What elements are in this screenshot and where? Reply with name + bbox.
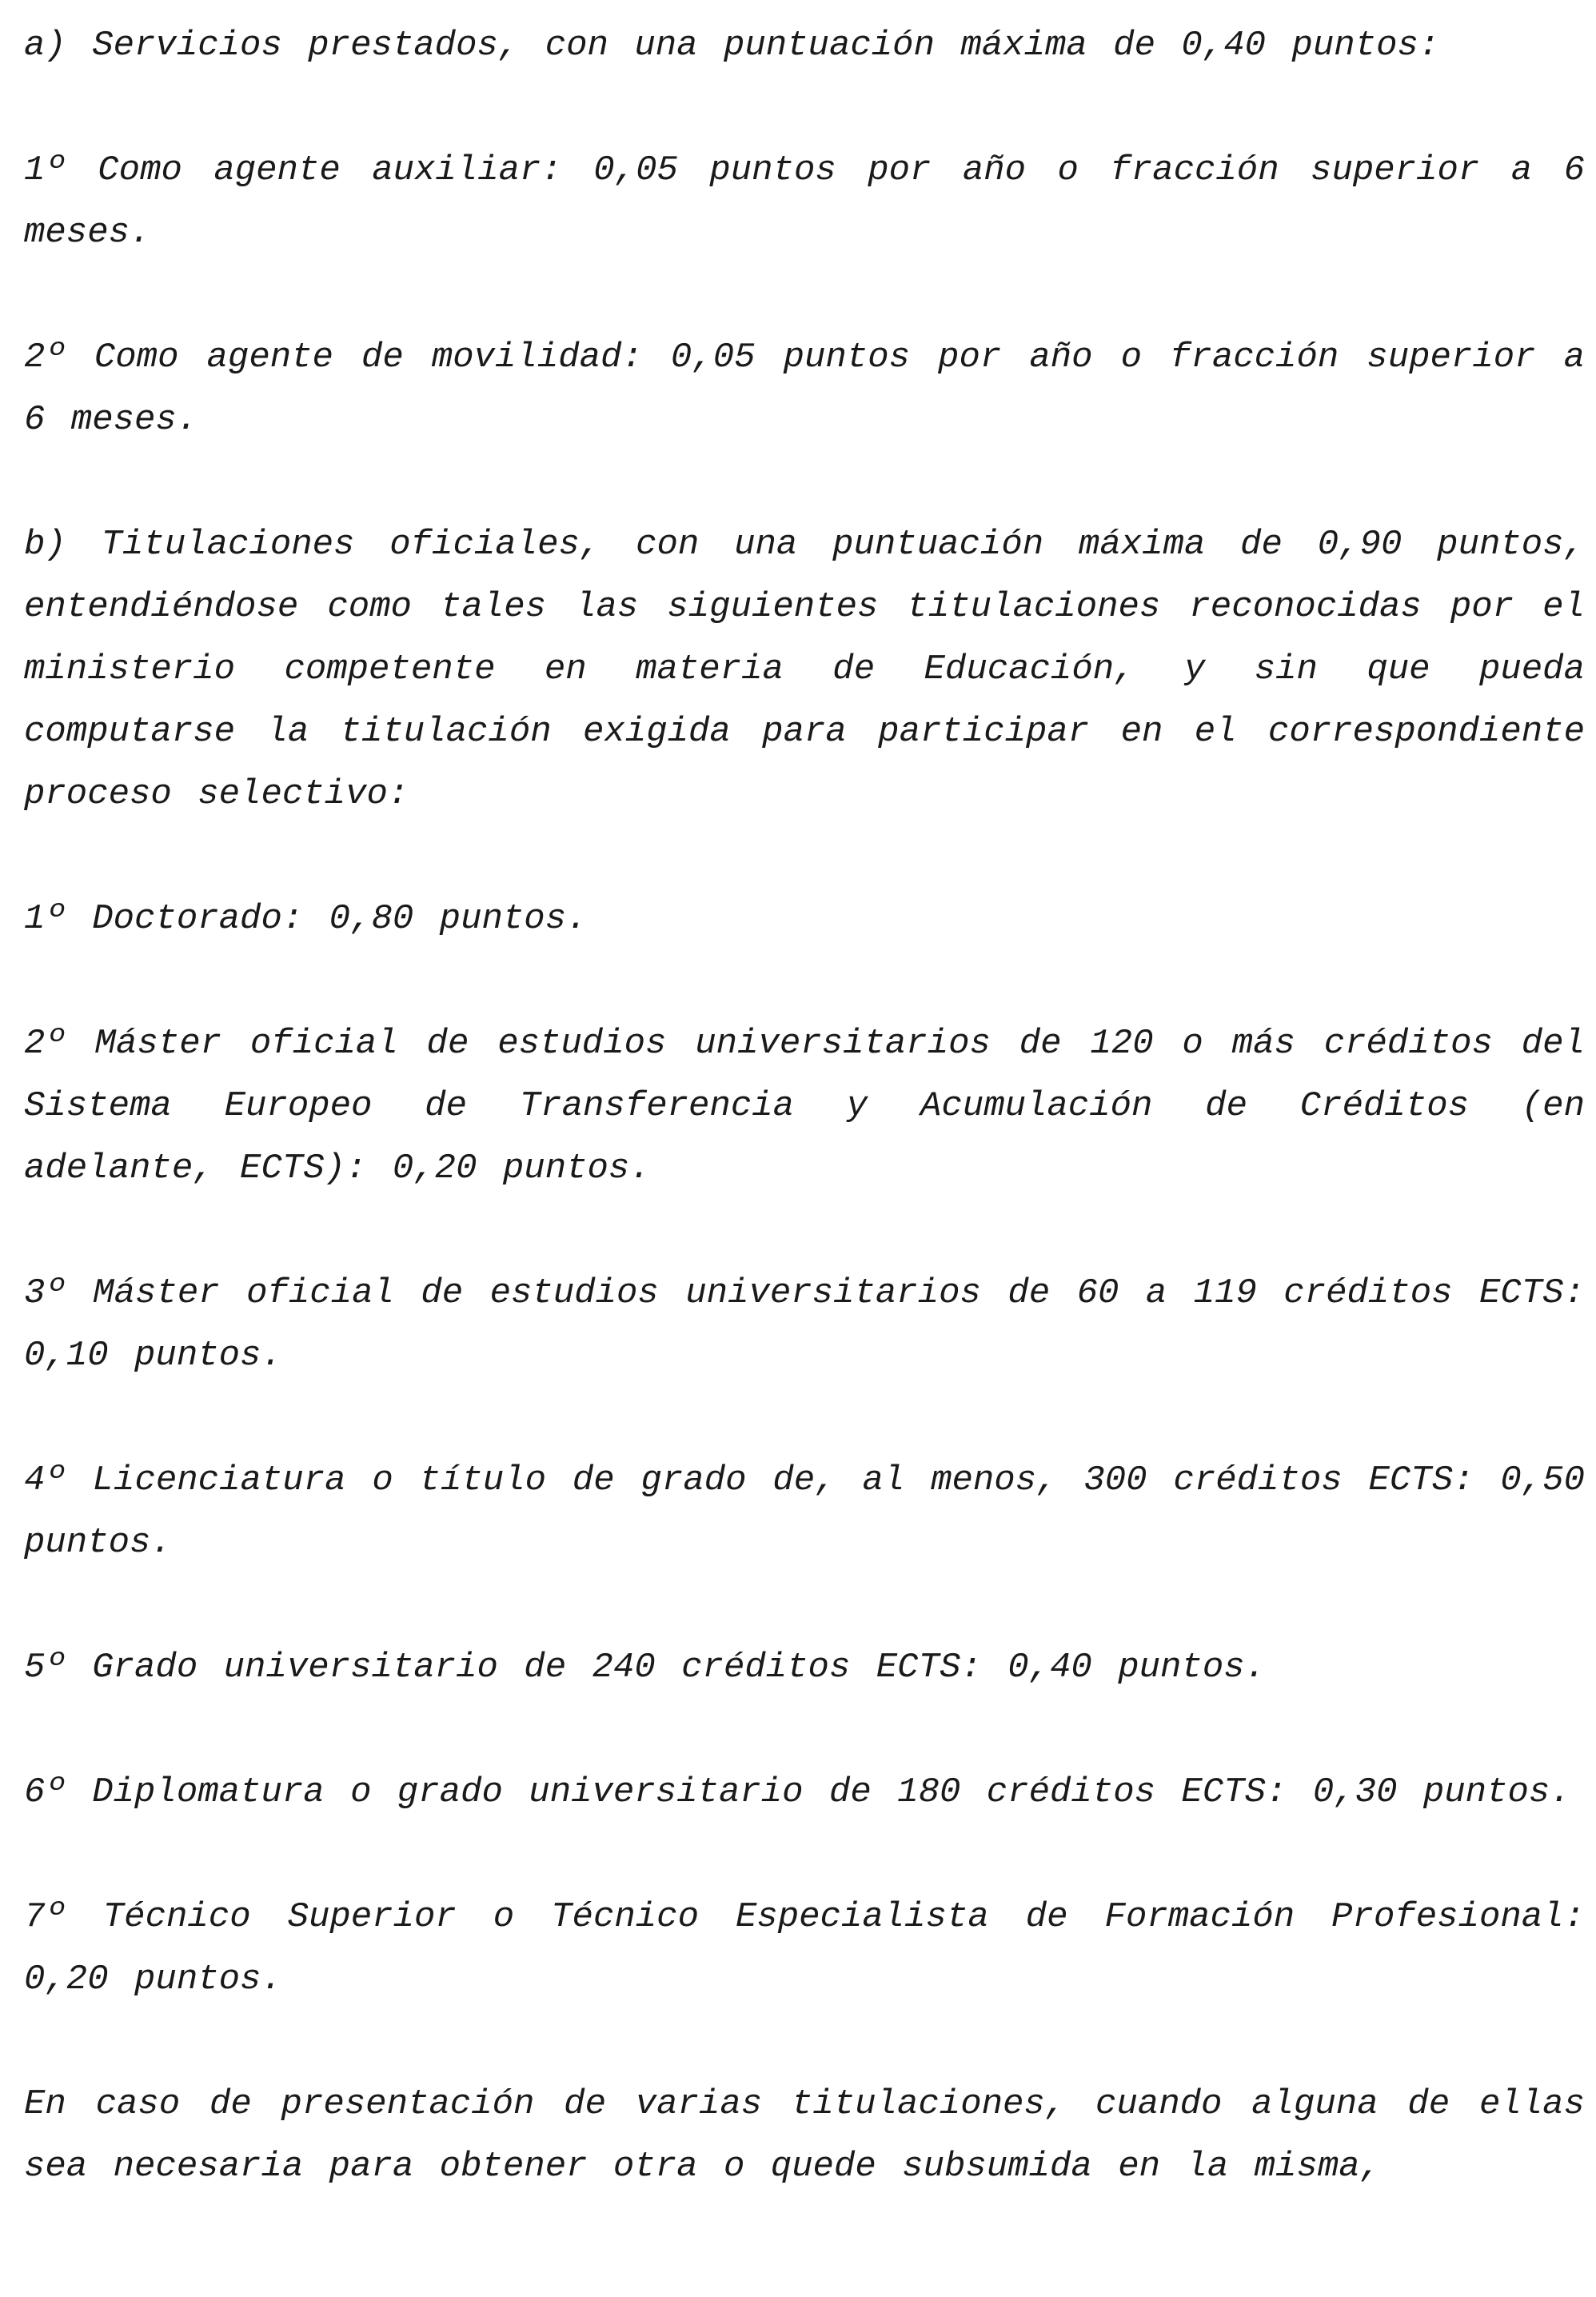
paragraph-varias-titulaciones: En caso de presentación de varias titulaciones, cuando alguna de ellas sea necesaria para obtener otra o quede subsumida en la misma, [24,2084,1585,2187]
paragraph-master-120: 2º Máster oficial de estudios universitarios de 120 o más créditos del Sistema Europeo de Transferencia y Acumulación de Créditos (en adelante, ECTS): 0,20 puntos. [24,1024,1585,1188]
paragraph-master-60-119: 3º Máster oficial de estudios universitarios de 60 a 119 créditos ECTS: 0,10 puntos. [24,1273,1585,1376]
paragraph-servicios-prestados: a) Servicios prestados, con una puntuación máxima de 0,40 puntos: [24,26,1440,66]
paragraph-licenciatura: 4º Licenciatura o título de grado de, al menos, 300 créditos ECTS: 0,50 puntos. [24,1460,1585,1563]
paragraph-tecnico-superior: 7º Técnico Superior o Técnico Especialista de Formación Profesional: 0,20 puntos. [24,1897,1585,1999]
paragraph-agente-auxiliar: 1º Como agente auxiliar: 0,05 puntos por año o fracción superior a 6 meses. [24,150,1585,253]
paragraph-titulaciones-oficiales: b) Titulaciones oficiales, con una puntuación máxima de 0,90 puntos, entendiéndose como tales las siguientes titulaciones reconocidas por el ministerio competente en materia de Educación, y sin que pueda computarse la titulación exigida para participar en el correspondiente proceso selectivo: [24,525,1585,814]
document-body [24,14,1585,2260]
paragraph-agente-movilidad: 2º Como agente de movilidad: 0,05 puntos por año o fracción superior a 6 meses. [24,338,1585,440]
paragraph-diplomatura: 6º Diplomatura o grado universitario de 180 créditos ECTS: 0,30 puntos. [24,1772,1571,1812]
paragraph-grado-240: 5º Grado universitario de 240 créditos ECTS: 0,40 puntos. [24,1648,1267,1688]
paragraph-doctorado: 1º Doctorado: 0,80 puntos. [24,899,588,939]
